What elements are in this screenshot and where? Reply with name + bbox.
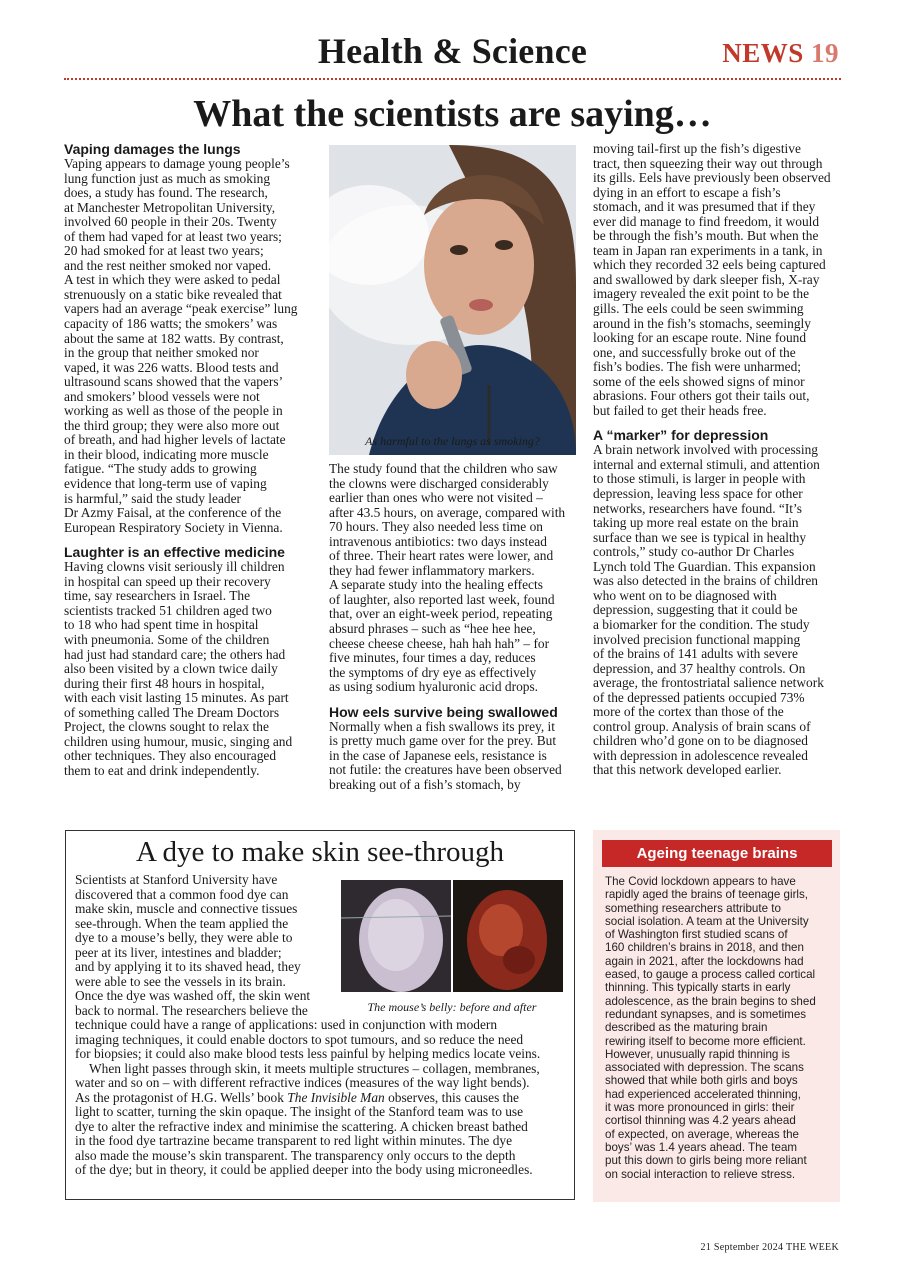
text-line: a biomarker for the condition. The study [593, 616, 810, 632]
text-line: and swallowed by dark sleeper fish, X-ray [593, 271, 820, 287]
text-line: other techniques. They also encouraged [64, 748, 277, 764]
text-line: Normally when a fish swallows its prey, it [329, 718, 555, 734]
dye-line-6-end: observes, this causes the [384, 1089, 519, 1105]
text-line: is harmful,” said the study leader [64, 490, 242, 506]
text-line: put this down to girls being more reliant [605, 1154, 807, 1168]
news-label: NEWS [722, 38, 804, 68]
dye-line-11: of the dye; but in theory, it could be applied deeper into the body using microneedles. [75, 1162, 533, 1178]
dye-line-3: for biopsies; it could also make blood tests less painful by helping medics locate veins. [75, 1046, 541, 1062]
text-line: absurd phrases – such as “hee hee hee, [329, 621, 536, 637]
text-line: of the depressed patients occupied 73% [593, 689, 805, 705]
text-line: Vaping appears to damage young people’s [64, 156, 290, 171]
text-line: abrasions. Four others got their tails out, [593, 388, 810, 404]
dye-line-5: water and so on – with different refractive indices (measures of the way light bends). [75, 1075, 530, 1091]
text-line: about the same at 182 watts. By contrast, [64, 330, 284, 346]
text-line: social isolation. A team at the University [605, 914, 809, 928]
text-line: vapers had an average “peak exercise” lung [64, 301, 298, 317]
text-line: moving tail-first up the fish’s digestive [593, 141, 801, 156]
text-line: in hospital can speed up their recovery [64, 573, 271, 589]
depression-title: A “marker” for depression [593, 427, 769, 444]
text-line: of breath, and had higher levels of lactate [64, 432, 286, 448]
main-headline: What the scientists are saying… [193, 93, 712, 135]
dye-line-9: in the food dye tartrazine became transparent to red light within minutes. The dye [75, 1133, 513, 1149]
text-line: five minutes, four times a day, reduces [329, 650, 536, 666]
text-line: ultrasound scans showed that the vapers’ [64, 374, 284, 390]
text-line: fatigue. “The study adds to growing [64, 461, 257, 477]
text-line: with pneumonia. Some of the children [64, 631, 270, 647]
text-line: it was more pronounced in girls: their [605, 1101, 795, 1115]
mouse-belly-illustration [341, 880, 563, 992]
dye-title: A dye to make skin see-through [135, 836, 505, 868]
text-line: in the case of Japanese eels, resistance is [329, 747, 547, 763]
text-line: stomach, and it was presumed that if they [593, 199, 816, 215]
text-line: as using sodium hyaluronic acid drops. [329, 679, 539, 695]
laughter-body-continued [329, 462, 579, 695]
page-number: 19 [811, 38, 839, 68]
text-line: vaped, it was 226 watts. Blood tests and [64, 359, 279, 375]
text-line: Scientists at Stanford University have [75, 872, 278, 887]
text-line: of the brains of 141 adults with severe [593, 646, 798, 662]
dye-line-7: light to scatter, turning the skin opaque. The insight of the Stanford team was to use [75, 1104, 524, 1120]
text-line: of expected, on average, whereas the [605, 1127, 800, 1141]
text-line: depression, and 37 healthy controls. On [593, 660, 806, 676]
teen-body [605, 875, 833, 1181]
vaping-title: Vaping damages the lungs [64, 141, 241, 157]
mouse-belly-photo [341, 880, 563, 992]
text-line: on social interaction to relieve stress. [605, 1167, 796, 1181]
text-line: discovered that a common food dye can [75, 886, 289, 902]
text-line: not futile: the creatures have been observed [329, 762, 562, 778]
text-line: of something called The Dream Doctors [64, 704, 280, 720]
column-left [64, 142, 314, 778]
text-line: dying in an effort to escape a fish’s [593, 184, 781, 200]
text-line: that this network developed earlier. [593, 762, 782, 778]
text-line: does, a study has found. The research, [64, 185, 268, 201]
laughter-title: Laughter is an effective medicine [64, 544, 285, 561]
dye-line-6 [75, 1091, 567, 1106]
text-line: were able to see the vessels in its brain. [75, 973, 286, 989]
text-line: of Washington first studied scans of [605, 928, 788, 942]
dye-body-wrap [75, 873, 337, 1018]
text-line: but failed to get their heads free. [593, 402, 767, 418]
text-line: of laughter, also reported last week, found [329, 591, 555, 607]
text-line: looking for an escape route. Nine found [593, 330, 807, 346]
text-line: the clowns were discharged considerably [329, 475, 549, 491]
depression-body [593, 443, 843, 778]
text-line: internal and external stimuli, and attention [593, 456, 820, 472]
vaping-body [64, 157, 314, 535]
text-line: had just had standard care; the others had [64, 646, 286, 662]
text-line: Once the dye was washed off, the skin went [75, 988, 311, 1004]
text-line: peer at its liver, intestines and bladder; [75, 944, 282, 960]
news-page-label [722, 38, 839, 69]
text-line: time, say researchers in Israel. The [64, 588, 251, 604]
column-right [593, 142, 843, 778]
text-line: working as well as those of the people in [64, 403, 283, 419]
text-line: around in the fish’s stomachs, seemingly [593, 315, 811, 331]
text-line: described as the maturing brain [605, 1021, 768, 1035]
text-line: showed that while both girls and boys [605, 1074, 798, 1088]
text-line: thinning. This typically starts in early [605, 981, 791, 995]
text-line: controls,” study co-author Dr Charles [593, 544, 795, 560]
text-line: who went on to be diagnosed with [593, 587, 777, 603]
text-line: in their blood, indicating more muscle [64, 446, 269, 462]
text-line: imagery revealed the exit point to be the [593, 286, 810, 302]
dye-line-10: also made the mouse’s skin transparent. The transparency only occurs to the depth [75, 1147, 516, 1163]
text-line: average, the frontostriatal salience network [593, 675, 824, 691]
text-line: 20 had smoked for at least two years; [64, 243, 264, 259]
text-line: The study found that the children who saw [329, 461, 558, 476]
dye-line-2: imaging techniques, it could enable doctors to spot tumours, and so reduce the need [75, 1031, 524, 1047]
text-line: intravenous antibiotics: two days instead [329, 533, 547, 549]
text-line: Lynch told The Guardian. This expansion [593, 558, 816, 574]
vaping-photo [329, 145, 576, 455]
text-line: and smokers’ blood vessels were not [64, 388, 260, 404]
dye-line-1: technique could have a range of applications: used in conjunction with modern [75, 1017, 498, 1032]
dye-line-8: dye to alter the refractive index and minimise the scattering. A chicken breast bathed [75, 1118, 528, 1134]
text-line: at Manchester Metropolitan University, [64, 199, 276, 215]
teen-title: Ageing teenage brains [602, 840, 832, 867]
text-line: European Respiratory Society in Vienna. [64, 519, 283, 535]
text-line: depression, suggesting that it could be [593, 602, 798, 618]
text-line: cortisol thinning was 4.2 years ahead [605, 1114, 796, 1128]
text-line: redundant synapses, and is sometimes [605, 1007, 807, 1021]
text-line: Project, the clowns sought to relax the [64, 719, 269, 735]
text-line: scientists tracked 51 children aged two [64, 602, 272, 618]
footer-dateline: 21 September 2024 THE WEEK [700, 1242, 839, 1253]
text-line: during their first 48 hours in hospital, [64, 675, 265, 691]
text-line: fish’s bodies. The fish were unharmed; [593, 359, 802, 375]
text-line: of them had vaped for at least two years; [64, 228, 282, 244]
text-line: cheese cheese cheese, hah hah hah” – for [329, 635, 550, 651]
text-line: to 18 who had spent time in hospital [64, 617, 259, 633]
text-line: eased, to gauge a process called cortical [605, 968, 816, 982]
text-line: some of the eels showed signs of minor [593, 373, 805, 389]
text-line: had experienced accelerated thinning, [605, 1087, 801, 1101]
text-line: earlier than ones who were not visited – [329, 490, 543, 506]
text-line: its gills. Eels have previously been observed [593, 170, 831, 186]
text-line: involved 60 people in their 20s. Twenty [64, 214, 277, 230]
text-line: after 43.5 hours, on average, compared with [329, 504, 566, 520]
text-line: that, over an eight-week period, repeating [329, 606, 553, 622]
text-line: strenuously on a static bike revealed that [64, 286, 282, 302]
dye-line-6-start: As the protagonist of H.G. Wells’ book [75, 1089, 284, 1105]
text-line: involved precision functional mapping [593, 631, 801, 647]
text-line: ever did manage to find freedom, it would [593, 213, 820, 229]
text-line: again in 2021, after the lockdowns had [605, 954, 804, 968]
text-line: children using humour, music, singing and [64, 733, 293, 749]
text-line: of three. Their heart rates were lower, and [329, 548, 554, 564]
text-line: make skin, muscle and connective tissues [75, 901, 298, 917]
text-line: one, and successfully broke out of the [593, 344, 796, 360]
text-line: control group. Analysis of brain scans of [593, 718, 811, 734]
text-line: boys’ was 1.4 years ahead. The team [605, 1140, 798, 1154]
vaping-photo-caption: As harmful to the lungs as smoking? [365, 434, 540, 448]
text-line: and the rest neither smoked nor vaped. [64, 257, 272, 273]
header-divider [64, 78, 841, 80]
text-line: to those stimuli, is larger in people with [593, 471, 806, 487]
vaping-photo-illustration [329, 145, 576, 455]
mouse-belly-caption: The mouse’s belly: before and after [367, 1000, 537, 1014]
book-title: The Invisible Man [287, 1089, 385, 1105]
text-line: taking up more real estate on the brain [593, 515, 799, 531]
text-line: the third group; they were also more out [64, 417, 280, 433]
section-title: Health & Science [317, 31, 588, 71]
text-line: The Covid lockdown appears to have [605, 875, 796, 888]
text-line: associated with depression. The scans [605, 1061, 804, 1075]
text-line: Having clowns visit seriously ill children [64, 559, 285, 575]
text-line: dye to a mouse’s belly, they were able to [75, 930, 293, 946]
text-line: the symptoms of dry eye as effectively [329, 664, 537, 680]
text-line: gills. The eels could be seen swimming [593, 301, 804, 317]
text-line: A brain network involved with processing [593, 442, 818, 458]
text-line: was also detected in the brains of children [593, 573, 818, 589]
text-line: more of the cortex than those of the [593, 704, 784, 720]
text-line: rewiring itself to become more efficient. [605, 1034, 806, 1048]
text-line: Dr Azmy Faisal, at the conference of the [64, 505, 282, 521]
eels-body [329, 720, 579, 793]
text-line: be through the fish’s mouth. But when the [593, 228, 819, 244]
text-line: also been visited by a clown twice daily [64, 661, 278, 677]
text-line: rapidly aged the brains of teenage girls, [605, 888, 809, 902]
text-line: depression, leaving less space for other [593, 486, 803, 502]
text-line: breaking out of a fish’s stomach, by [329, 776, 521, 792]
text-line: lung function just as much as smoking [64, 170, 271, 186]
text-line: A test in which they were asked to pedal [64, 272, 281, 288]
text-line: surface than we see is typical in healthy [593, 529, 807, 545]
eels-body-continued [593, 142, 843, 418]
text-line: team in Japan ran experiments in a tank, in [593, 242, 823, 258]
text-line: back to normal. The researchers believe the [75, 1002, 308, 1018]
text-line: with each visit lasting 15 minutes. As part [64, 690, 289, 706]
text-line: and by applying it to its shaved head, they [75, 959, 301, 975]
text-line: tract, then squeezing their way out through [593, 155, 823, 171]
text-line: 160 children’s brains in 2018, and then [605, 941, 804, 955]
text-line: networks, researchers have found. “It’s [593, 500, 802, 516]
text-line: which they recorded 32 eels being captured [593, 257, 826, 273]
dye-body-full [75, 1018, 567, 1178]
column-middle [329, 462, 579, 792]
eels-title: How eels survive being swallowed [329, 703, 558, 720]
text-line: evidence that long-term use of vaping [64, 476, 267, 492]
text-line: them to eat and drink independently. [64, 762, 260, 778]
text-line: 70 hours. They also needed less time on [329, 519, 543, 535]
dye-line-4: When light passes through skin, it meets multiple structures – collagen, membranes, [89, 1060, 540, 1076]
text-line: something researchers attribute to [605, 901, 781, 915]
text-line: A separate study into the healing effects [329, 577, 543, 593]
laughter-body [64, 560, 314, 778]
text-line: However, unusually rapid thinning is [605, 1047, 790, 1061]
text-line: children who’d gone on to be diagnosed [593, 733, 808, 749]
text-line: adolescence, as the brain begins to shed [605, 994, 816, 1008]
text-line: with depression in adolescence revealed [593, 747, 808, 763]
text-line: is pretty much game over for the prey. But [329, 733, 557, 749]
text-line: see-through. When the team applied the [75, 915, 289, 931]
text-line: in the group that neither smoked nor [64, 345, 259, 361]
text-line: capacity of 186 watts; the smokers’ was [64, 316, 278, 332]
text-line: they had fewer inflammatory markers. [329, 562, 535, 578]
